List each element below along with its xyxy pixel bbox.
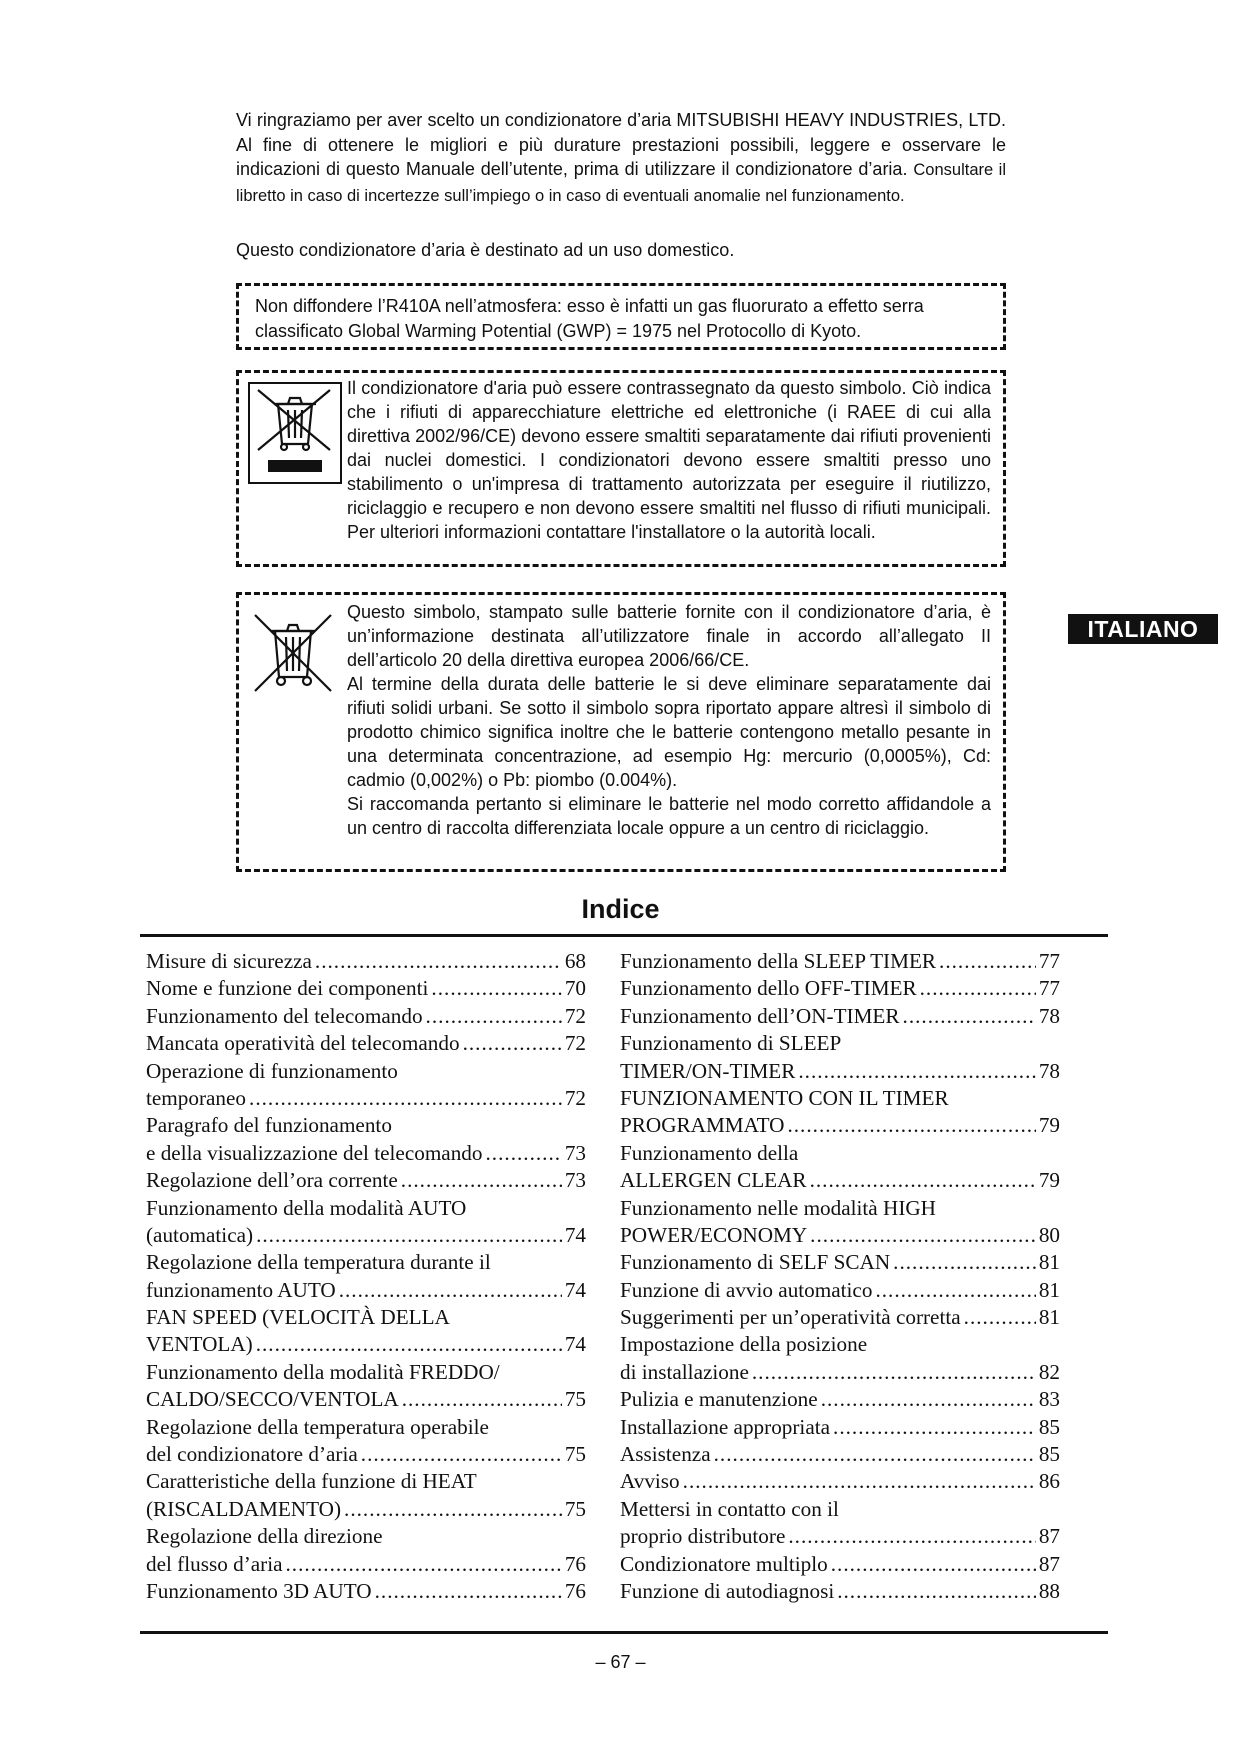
toc-entry (146, 1386, 586, 1413)
toc-entry-title: e della visualizzazione del telecomando (146, 1140, 483, 1165)
toc-entry-title: (automatica) (146, 1222, 254, 1247)
toc-entry (620, 1030, 1060, 1057)
toc-entry-title: Regolazione della temperatura operabile (146, 1414, 489, 1439)
toc-entry (146, 1140, 586, 1167)
language-tab: ITALIANO (1068, 614, 1218, 644)
toc-entry-title: Funzionamento nelle modalità HIGH (620, 1195, 936, 1220)
toc-entry (620, 1551, 1060, 1578)
toc-entry-title: Suggerimenti per un’operatività corretta (620, 1305, 961, 1330)
toc-entry (146, 1496, 586, 1523)
toc-entry-title: proprio distributore (620, 1524, 786, 1549)
toc-leader-dots (375, 1578, 562, 1605)
toc-leader-dots (286, 1551, 562, 1578)
toc-leader-dots (683, 1468, 1036, 1495)
toc-leader-dots (920, 975, 1036, 1002)
toc-entry-title: Nome e funzione dei componenti (146, 976, 429, 1001)
toc-leader-dots (903, 1003, 1036, 1030)
toc-top-rule (140, 934, 1108, 937)
toc-leader-dots (810, 1167, 1036, 1194)
toc-leader-dots (315, 948, 562, 975)
toc-right-column (620, 948, 1060, 1605)
toc-entry (146, 1058, 586, 1085)
toc-entry-page: 72 (564, 1003, 586, 1028)
toc-entry-title: CALDO/SECCO/VENTOLA (146, 1387, 399, 1412)
toc-entry-title: Avviso (620, 1469, 680, 1494)
toc-entry-page: 85 (1038, 1442, 1060, 1467)
toc-entry-title: temporaneo (146, 1085, 247, 1110)
toc-entry (620, 1222, 1060, 1249)
toc-entry-title: Misure di sicurezza (146, 949, 312, 973)
toc-entry (620, 975, 1060, 1002)
page-number: – 67 – (595, 1652, 646, 1672)
toc-entry (620, 1331, 1060, 1358)
toc-entry-title: PROGRAMMATO (620, 1113, 785, 1138)
toc-entry-title: Funzionamento 3D AUTO (146, 1578, 372, 1603)
toc-entry (146, 1441, 586, 1468)
toc-entry (620, 1003, 1060, 1030)
toc-entry (620, 1167, 1060, 1194)
toc-entry-page: 74 (564, 1332, 586, 1357)
gas-warning-box (236, 283, 1006, 350)
toc-leader-dots (752, 1359, 1036, 1386)
toc-entry-title: VENTOLA) (146, 1332, 253, 1357)
toc-entry (620, 1058, 1060, 1085)
toc-left-column (146, 948, 586, 1605)
toc-entry-title: Impostazione della posizione (620, 1332, 868, 1357)
toc-entry-title: Funzionamento della SLEEP TIMER (620, 949, 937, 973)
toc-entry (146, 1003, 586, 1030)
toc-entry (146, 1249, 586, 1276)
raee-disposal-box (236, 370, 1006, 567)
toc-entry-title: Funzionamento dell’ON-TIMER (620, 1003, 900, 1028)
battery-paragraph-3: Si raccomanda pertanto si eliminare le batterie nel modo corretto affidandole a un centro di raccolta differenziata locale oppure a un centro di riciclaggio. (347, 794, 991, 838)
toc-entry (620, 1195, 1060, 1222)
toc-entry-page: 81 (1038, 1305, 1060, 1330)
toc-entry (146, 1277, 586, 1304)
toc-entry (620, 1386, 1060, 1413)
toc-entry-title: Regolazione della direzione (146, 1524, 383, 1549)
toc-entry (620, 1359, 1060, 1386)
toc-leader-dots (939, 948, 1036, 975)
toc-entry (146, 1551, 586, 1578)
intro-paragraph: Vi ringraziamo per aver scelto un condizionatore d’aria MITSUBISHI HEAVY INDUSTRIES, LTD. Al fine di ottenere le migliori e più durature prestazioni possibili, leggere e osservare le indicazioni di questo Manuale dell’utente, prima di utilizzare il condizionatore d’aria. Consultare il libretto in caso di incertezze sull’impiego o in caso di eventuali anomalie nel funzionamento. (236, 110, 1006, 205)
raee-text: Il condizionatore d'aria può essere contrassegnato da questo simbolo. Ciò indica che i rifiuti di apparecchiature elettriche ed elettroniche (i RAEE di cui alla direttiva 2002/96/CE) devono essere smaltiti separatamente dai rifiuti provenienti dai nuclei domestici. I condizionatori devono essere smaltiti presso uno stabilimento o un'impresa di trattamento autorizzata per eseguire il riutilizzo, riciclaggio e recupero e non devono essere smaltiti nel flusso di rifiuti municipali. Per ulteriori informazioni contattare l'installatore o la autorità locali. (347, 378, 991, 542)
toc-leader-dots (344, 1496, 562, 1523)
toc-entry (620, 1277, 1060, 1304)
toc-entry-title: Assistenza (620, 1442, 711, 1467)
toc-leader-dots (486, 1140, 562, 1167)
intro-consult-note: Consultare il libretto in caso di incertezze sull’impiego o in caso di eventuali anomalie nel funzionamento. (236, 161, 1006, 205)
toc-entry (146, 1304, 586, 1331)
toc-leader-dots (893, 1249, 1036, 1276)
toc-entry-page: 68 (564, 949, 586, 973)
toc-entry-page: 82 (1038, 1359, 1060, 1384)
toc-entry (146, 1085, 586, 1112)
toc-entry (620, 1496, 1060, 1523)
toc-entry-page: 77 (1038, 949, 1060, 973)
toc-leader-dots (256, 1331, 562, 1358)
toc-entry-title: di installazione (620, 1359, 749, 1384)
toc-entry-page: 85 (1038, 1414, 1060, 1439)
toc-entry-title: Funzionamento del telecomando (146, 1003, 423, 1028)
toc-entry (146, 1468, 586, 1495)
toc-entry (146, 1359, 586, 1386)
toc-entry-title: TIMER/ON-TIMER (620, 1058, 796, 1083)
toc-entry (620, 1249, 1060, 1276)
toc-entry-title: Funzionamento della modalità FREDDO/ (146, 1359, 500, 1384)
domestic-use-note: Questo condizionatore d’aria è destinato ad un uso domestico. (236, 240, 735, 260)
toc-entry-page: 77 (1038, 976, 1060, 1001)
battery-text (347, 600, 991, 840)
toc-entry-page: 87 (1038, 1524, 1060, 1549)
toc-entry-page: 83 (1038, 1387, 1060, 1412)
toc-entry-title: Funzione di avvio automatico (620, 1277, 873, 1302)
toc-entry-title: FUNZIONAMENTO CON IL TIMER (620, 1085, 949, 1110)
gas-warning-text: Non diffondere l’R410A nell’atmosfera: esso è infatti un gas fluorurato a effetto serra classificato Global Warming Potential (GWP) = 1975 nel Protocollo di Kyoto. (255, 296, 924, 341)
toc-title: Indice (581, 894, 660, 924)
crossed-bin-icon (248, 382, 342, 484)
toc-entry-title: Condizionatore multiplo (620, 1551, 828, 1576)
toc-leader-dots (810, 1222, 1036, 1249)
toc-entry-title: ALLERGEN CLEAR (620, 1168, 807, 1193)
toc-entry-title: Operazione di funzionamento (146, 1058, 398, 1083)
toc-entry (146, 1112, 586, 1139)
toc-entry-page: 79 (1038, 1113, 1060, 1138)
intro-section (236, 108, 1006, 208)
toc-entry-page: 72 (564, 1031, 586, 1056)
battery-paragraph-2: Al termine della durata delle batterie le si deve eliminare separatamente dai rifiuti solidi urbani. Se sotto il simbolo sopra riportato appare altresì il simbolo di prodotto chimico significa inoltre che le batterie contengono metallo pesante in una determinata concentrazione, ad esempio Hg: mercurio (0,0005%), Cd: cadmio (0,002%) o Pb: piombo (0.004%). (347, 674, 991, 790)
toc-entry (146, 975, 586, 1002)
toc-entry-page: 78 (1038, 1003, 1060, 1028)
toc-leader-dots (833, 1414, 1036, 1441)
toc-entry-page: 86 (1038, 1469, 1060, 1494)
toc-entry-title: Funzionamento di SELF SCAN (620, 1250, 891, 1275)
toc-entry (620, 1085, 1060, 1112)
toc-entry (620, 1304, 1060, 1331)
toc-entry-page: 75 (564, 1387, 586, 1412)
battery-disposal-box (236, 592, 1006, 872)
toc-entry-page: 76 (564, 1551, 586, 1576)
toc-leader-dots (837, 1578, 1036, 1605)
toc-entry-title: Funzionamento di SLEEP (620, 1031, 842, 1056)
toc-entry (146, 1331, 586, 1358)
toc-entry-title: Regolazione della temperatura durante il (146, 1250, 491, 1275)
toc-entry (146, 1195, 586, 1222)
toc-leader-dots (798, 1058, 1035, 1085)
toc-entry-page: 70 (564, 976, 586, 1001)
toc-entry (146, 1030, 586, 1057)
toc-entry (146, 1578, 586, 1605)
toc-entry-page: 81 (1038, 1277, 1060, 1302)
toc-entry (620, 1414, 1060, 1441)
toc-leader-dots (361, 1441, 562, 1468)
toc-leader-dots (463, 1030, 562, 1057)
toc-entry-title: FAN SPEED (VELOCITÀ DELLA (146, 1305, 450, 1330)
toc-leader-dots (875, 1277, 1035, 1304)
toc-leader-dots (787, 1112, 1035, 1139)
toc-entry-page: 79 (1038, 1168, 1060, 1193)
toc-entry-page: 75 (564, 1496, 586, 1521)
toc-entry (620, 1468, 1060, 1495)
toc-entry (146, 948, 586, 975)
toc-entry (146, 1222, 586, 1249)
toc-entry-title: Funzionamento dello OFF-TIMER (620, 976, 917, 1001)
toc-entry (620, 1112, 1060, 1139)
toc-entry-title: funzionamento AUTO (146, 1277, 336, 1302)
toc-entry-page: 78 (1038, 1058, 1060, 1083)
battery-paragraph-1: Questo simbolo, stampato sulle batterie fornite con il condizionatore d’aria, è un’informazione destinata all’utilizzatore finale in accordo all’allegato II dell’articolo 20 della direttiva europea 2006/66/CE. (347, 602, 991, 670)
toc-entry (620, 1140, 1060, 1167)
toc-leader-dots (964, 1304, 1036, 1331)
toc-entry-title: Installazione appropriata (620, 1414, 831, 1439)
toc-entry-page: 76 (564, 1578, 586, 1603)
toc-leader-dots (831, 1551, 1036, 1578)
toc-entry-page: 73 (564, 1168, 586, 1193)
toc-entry-title: POWER/ECONOMY (620, 1222, 808, 1247)
toc-entry-page: 74 (564, 1222, 586, 1247)
toc-entry (620, 948, 1060, 975)
toc-entry-title: Mettersi in contatto con il (620, 1496, 839, 1521)
crossed-bin-icon (251, 611, 335, 695)
toc-entry-page: 75 (564, 1442, 586, 1467)
toc-entry (620, 1523, 1060, 1550)
toc-entry-title: Mancata operatività del telecomando (146, 1031, 460, 1056)
toc-entry-title: del condizionatore d’aria (146, 1442, 358, 1467)
toc-bottom-rule (140, 1631, 1108, 1634)
toc-entry-page: 72 (564, 1085, 586, 1110)
toc-leader-dots (401, 1167, 562, 1194)
toc-leader-dots (339, 1277, 562, 1304)
toc-entry (146, 1414, 586, 1441)
toc-entry-title: Pulizia e manutenzione (620, 1387, 818, 1412)
toc-entry (620, 1578, 1060, 1605)
toc-entry (146, 1167, 586, 1194)
toc-leader-dots (402, 1386, 562, 1413)
toc-entry-page: 74 (564, 1277, 586, 1302)
toc-entry (146, 1523, 586, 1550)
toc-entry-title: Funzionamento della modalità AUTO (146, 1195, 467, 1220)
toc-leader-dots (788, 1523, 1035, 1550)
toc-leader-dots (249, 1085, 562, 1112)
toc-entry-page: 73 (564, 1140, 586, 1165)
toc-entry-title: Funzionamento della (620, 1140, 799, 1165)
toc-leader-dots (821, 1386, 1036, 1413)
toc-entry-title: (RISCALDAMENTO) (146, 1496, 342, 1521)
toc-entry-page: 80 (1038, 1222, 1060, 1247)
toc-entry-title: del flusso d’aria (146, 1551, 283, 1576)
toc-leader-dots (426, 1003, 562, 1030)
toc-entry-title: Caratteristiche della funzione di HEAT (146, 1469, 477, 1494)
toc-leader-dots (714, 1441, 1036, 1468)
toc-entry-title: Regolazione dell’ora corrente (146, 1168, 398, 1193)
toc-leader-dots (431, 975, 561, 1002)
toc-entry-title: Paragrafo del funzionamento (146, 1113, 392, 1138)
toc-entry (620, 1441, 1060, 1468)
toc-leader-dots (256, 1222, 562, 1249)
toc-entry-page: 88 (1038, 1578, 1060, 1603)
toc-entry-page: 87 (1038, 1551, 1060, 1576)
toc-entry-page: 81 (1038, 1250, 1060, 1275)
toc-entry-title: Funzione di autodiagnosi (620, 1578, 835, 1603)
